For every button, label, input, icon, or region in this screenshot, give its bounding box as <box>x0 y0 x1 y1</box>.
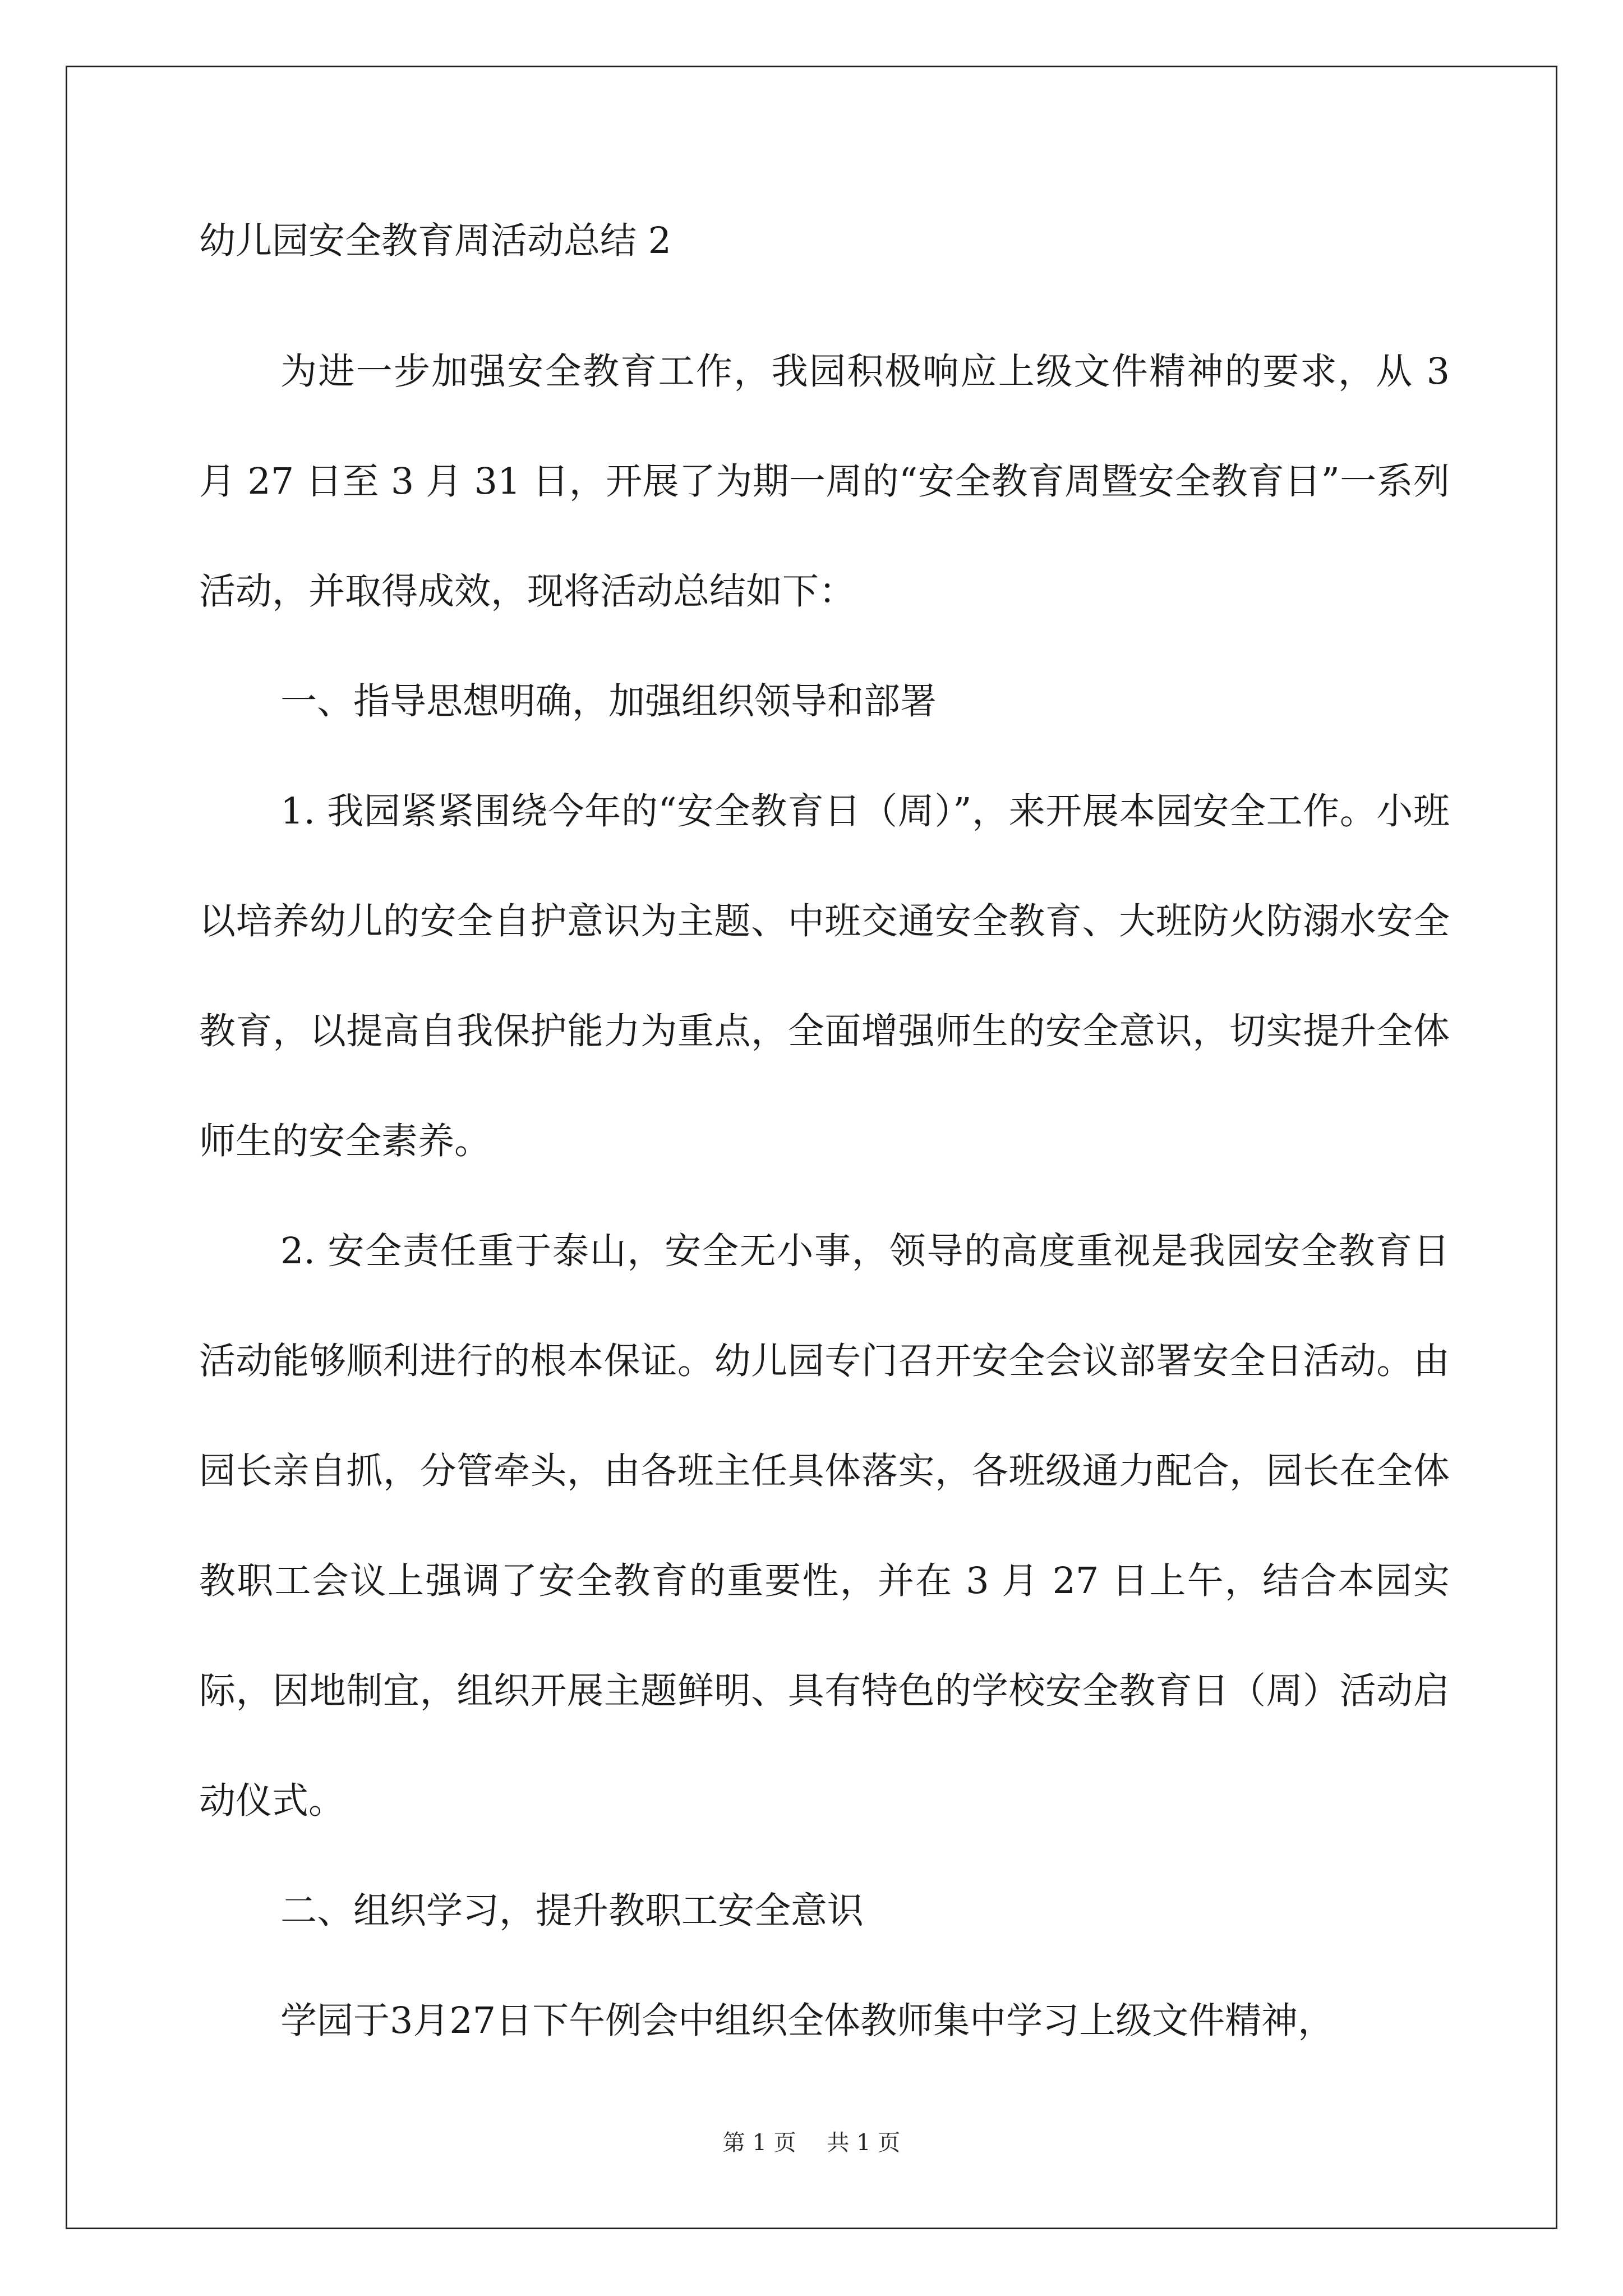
paragraph-item-1: 1. 我园紧紧围绕今年的“安全教育日（周）”，来开展本园安全工作。小班以培养幼儿的安全自护意识为主题、中班交通安全教育、大班防火防溺水安全教育，以提高自我保护能力为重点，全面增强师生的安全意识，切实提升全体师生的安全素养。 <box>199 790 1450 1162</box>
page-footer <box>0 2129 1623 2157</box>
page-total: 共 1 页 <box>827 2130 901 2156</box>
paragraph-study: 学园于3月27日下午例会中组织全体教师集中学习上级文件精神， <box>280 2000 1335 2042</box>
document-body <box>199 219 1450 2076</box>
page-number: 第 1 页 <box>722 2130 796 2156</box>
paragraph-intro: 为进一步加强安全教育工作，我园积极响应上级文件精神的要求，从 3 月 27 日至 3 月 31 日，开展了为期一周的“安全教育周暨安全教育日”一系列活动，并取得成效，现将活动总结如下： <box>199 351 1450 613</box>
paragraph-item-2: 2. 安全责任重于泰山，安全无小事，领导的高度重视是我园安全教育日活动能够顺利进行的根本保证。幼儿园专门召开安全会议部署安全日活动。由园长亲自抓，分管牵头，由各班主任具体落实，各班级通力配合，园长在全体教职工会议上强调了安全教育的重要性，并在 3 月 27 日上午，结合本园实际，因地制宜，组织开展主题鲜明、具有特色的学校安全教育日（周）活动启动仪式。 <box>199 1230 1450 1822</box>
section-heading-2: 二、组织学习，提升教职工安全意识 <box>280 1890 864 1932</box>
section-heading-1: 一、指导思想明确，加强组织领导和部署 <box>280 680 937 723</box>
document-title: 幼儿园安全教育周活动总结 2 <box>199 220 672 262</box>
